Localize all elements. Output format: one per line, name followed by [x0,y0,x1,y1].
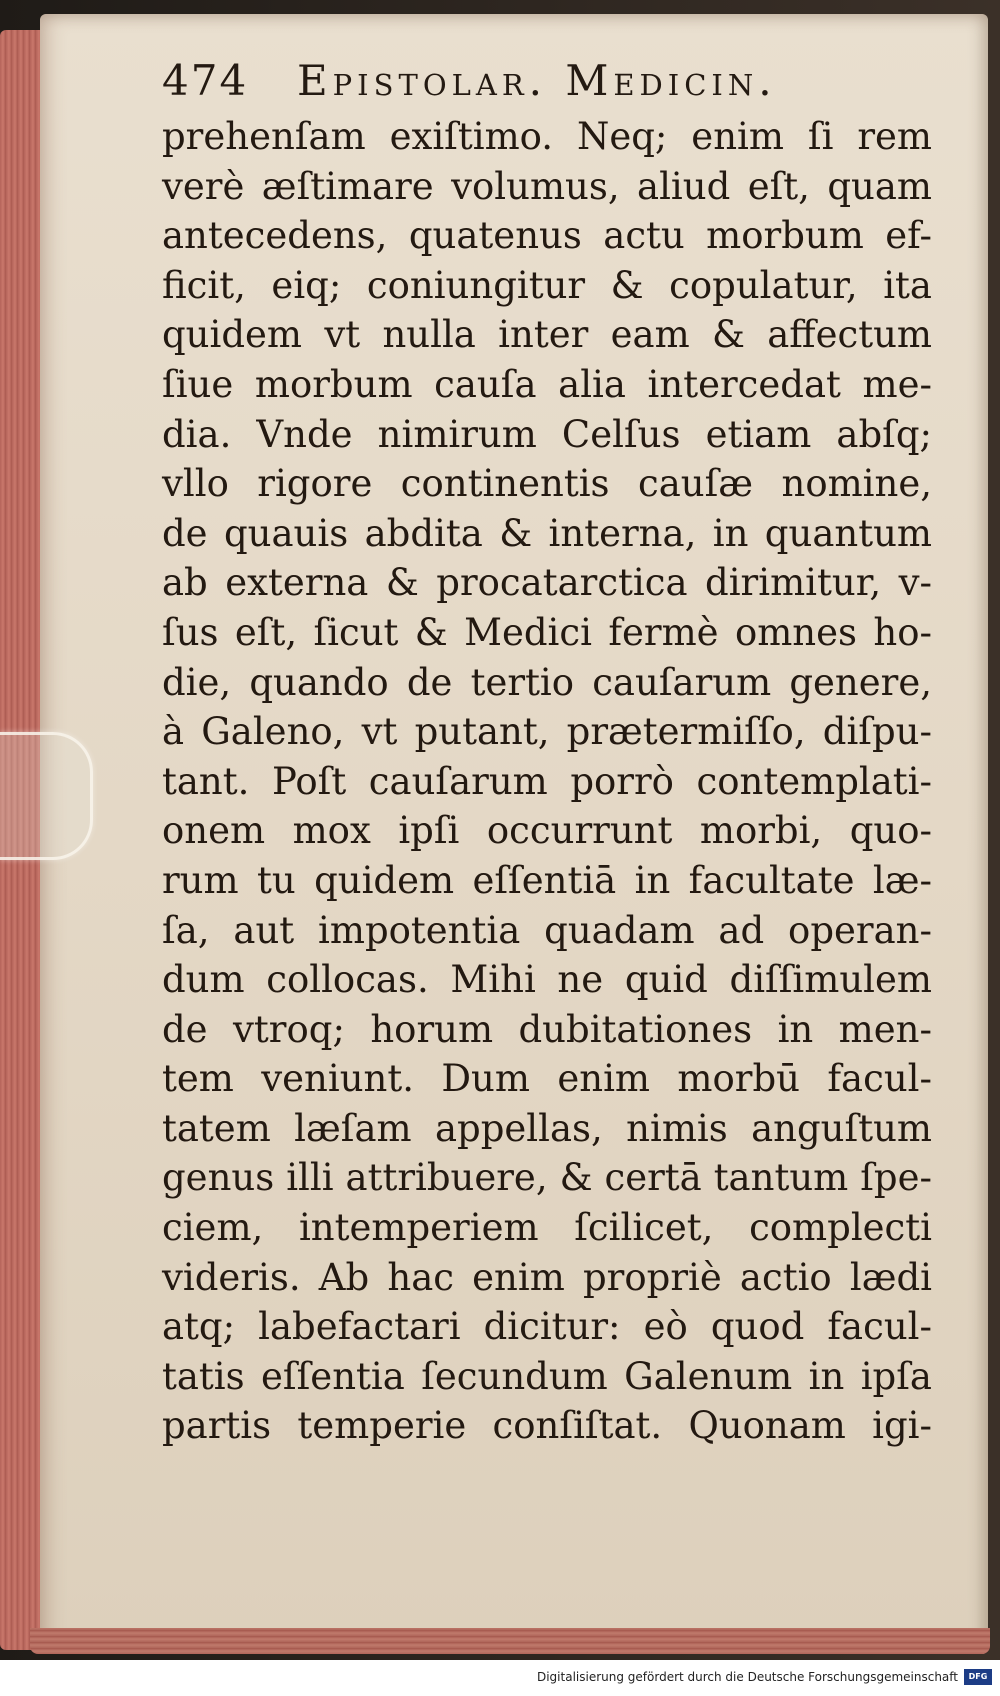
dfg-logo-icon: DFG [964,1669,992,1685]
text-line: partis temperie conſiſtat. Quonam igi- [162,1404,932,1448]
text-line: verè æſtimare volumus, aliud eſt, quam [162,164,932,208]
text-line: atq; labefactari dicitur: eò quod facul- [162,1305,932,1349]
text-line: genus illi attribuere, & certā tantum ſpe- [162,1156,932,1200]
text-line: antecedens, quatenus actu morbum ef- [162,214,932,258]
text-line: dia. Vnde nimirum Celſus etiam abſq; [162,412,932,456]
text-line: de vtroq; horum dubitationes in men- [162,1007,932,1051]
running-head: Epistolar. Medicin. [297,56,777,105]
text-line: dum collocas. Mihi ne quid diſſimulem [162,958,932,1002]
text-line: de quauis abdita & interna, in quantum [162,511,932,555]
body-text [162,112,932,1451]
footer-bar [0,1660,1000,1696]
text-line: ficit, eiq; coniungitur & copulatur, ita [162,263,932,307]
text-line: vllo rigore continentis cauſæ nomine, [162,462,932,506]
text-line: ſiue morbum cauſa alia intercedat me- [162,362,932,406]
page-clip [0,732,93,860]
text-line: rum tu quidem eſſentiā in facultate læ- [162,858,932,902]
text-line: tem veniunt. Dum enim morbū facul- [162,1057,932,1101]
text-line: quidem vt nulla inter eam & affectum [162,313,932,357]
text-line: ſa, aut impotentia quadam ad operan- [162,908,932,952]
text-line: onem mox ipſi occurrunt morbi, quo- [162,809,932,853]
text-line: ſus eſt, ſicut & Medici fermè omnes ho- [162,610,932,654]
text-line: tatis eſſentia ſecundum Galenum in ipſa [162,1354,932,1398]
text-line: prehenſam exiſtimo. Neq; enim ſi rem [162,115,932,158]
funding-credit: Digitalisierung gefördert durch die Deutsche Forschungsgemeinschaft [536,1670,958,1684]
text-line: ab externa & procatarctica dirimitur, v- [162,561,932,605]
text-line: ciem, intemperiem ſcilicet, complecti [162,1206,932,1250]
text-line: die, quando de tertio cauſarum genere, [162,660,932,704]
page-edge-bottom [30,1628,990,1654]
text-line: tatem læſam appellas, nimis anguſtum [162,1106,932,1150]
text-line: tant. Poſt cauſarum porrò contemplati- [162,759,932,803]
text-line: à Galeno, vt putant, prætermiſſo, diſpu- [162,710,932,754]
text-line: videris. Ab hac enim propriè actio lædi [162,1255,932,1299]
page-header [162,56,922,108]
page-number: 474 [162,56,249,105]
